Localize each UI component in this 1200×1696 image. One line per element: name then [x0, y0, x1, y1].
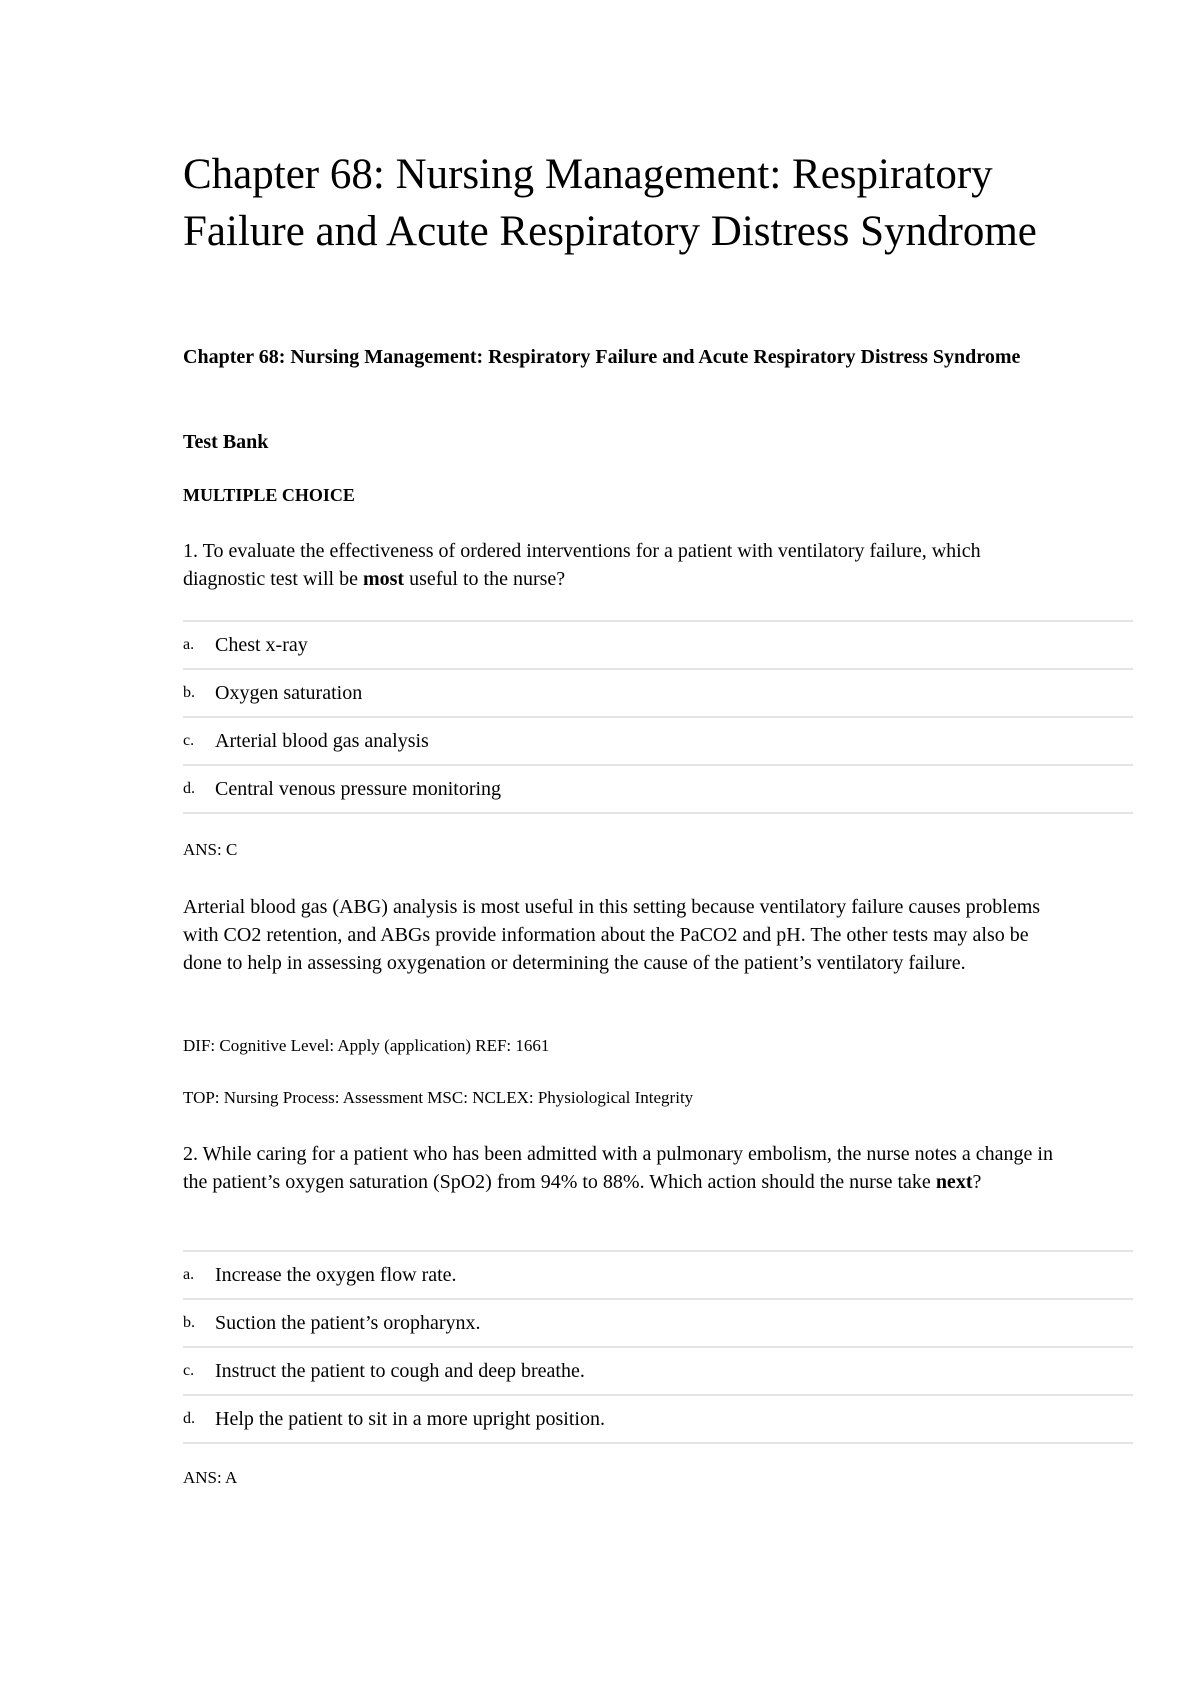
answer-option-a[interactable]	[183, 1252, 1133, 1300]
option-text: Central venous pressure monitoring	[215, 777, 502, 800]
option-text: Arterial blood gas analysis	[215, 729, 429, 752]
answer-option-b[interactable]	[183, 1300, 1133, 1348]
question-text: While caring for a patient who has been admitted with a pulmonary embolism, the nurse notes a change in the patient’s oxygen saturation (SpO2) from 94% to 88%. Which action should the nurse take	[183, 1143, 1053, 1193]
option-letter: a.	[183, 1266, 195, 1283]
option-letter: c.	[183, 732, 195, 749]
test-bank-label: Test Bank	[183, 431, 269, 453]
question-1-stem	[183, 537, 1063, 593]
page-title: Chapter 68: Nursing Management: Respiratory Failure and Acute Respiratory Distress Syndrome	[183, 151, 1037, 255]
answer-option-b[interactable]	[183, 670, 1133, 718]
option-text: Instruct the patient to cough and deep breathe.	[215, 1359, 585, 1382]
question-text-end: ?	[972, 1171, 982, 1193]
question-emphasis: most	[362, 568, 405, 590]
difficulty-line-1: DIF: Cognitive Level: Apply (application) REF: 1661	[183, 1036, 550, 1055]
answer-key-2: ANS: A	[183, 1468, 238, 1487]
option-text: Chest x-ray	[215, 633, 308, 656]
rationale-1: Arterial blood gas (ABG) analysis is most useful in this setting because ventilatory failure causes problems with CO2 retention, and ABGs provide information about the PaCO2 and pH. The other tests may also be done to help in assessing oxygenation or determining the cause of the patient’s ventilatory failure.	[183, 896, 1041, 974]
chapter-subtitle: Chapter 68: Nursing Management: Respiratory Failure and Acute Respiratory Distress Syndrome	[183, 346, 1021, 368]
question-text: To evaluate the effectiveness of ordered interventions for a patient with ventilatory failure, which diagnostic test will be	[183, 540, 981, 590]
option-letter: a.	[183, 636, 195, 653]
question-1-options	[183, 620, 1133, 814]
question-emphasis: next	[935, 1171, 973, 1193]
question-2-stem	[183, 1140, 1063, 1196]
answer-key-1: ANS: C	[183, 840, 238, 859]
question-number: 2.	[183, 1143, 198, 1165]
option-letter: c.	[183, 1362, 195, 1379]
option-text: Help the patient to sit in a more upright position.	[215, 1407, 605, 1430]
question-2-options	[183, 1250, 1133, 1444]
section-heading-multiple-choice: MULTIPLE CHOICE	[183, 485, 355, 505]
answer-option-c[interactable]	[183, 718, 1133, 766]
option-text: Increase the oxygen flow rate.	[215, 1263, 457, 1286]
option-text: Oxygen saturation	[215, 681, 363, 704]
answer-option-a[interactable]	[183, 622, 1133, 670]
option-text: Suction the patient’s oropharynx.	[215, 1311, 481, 1334]
option-letter: b.	[183, 1314, 195, 1331]
topic-line-1: TOP: Nursing Process: Assessment MSC: NCLEX: Physiological Integrity	[183, 1088, 694, 1107]
question-text-end: useful to the nurse?	[404, 568, 566, 590]
option-letter: b.	[183, 684, 195, 701]
question-number: 1.	[183, 540, 198, 562]
answer-option-d[interactable]	[183, 1396, 1133, 1444]
option-letter: d.	[183, 780, 195, 797]
answer-option-c[interactable]	[183, 1348, 1133, 1396]
answer-option-d[interactable]	[183, 766, 1133, 814]
option-letter: d.	[183, 1410, 195, 1427]
